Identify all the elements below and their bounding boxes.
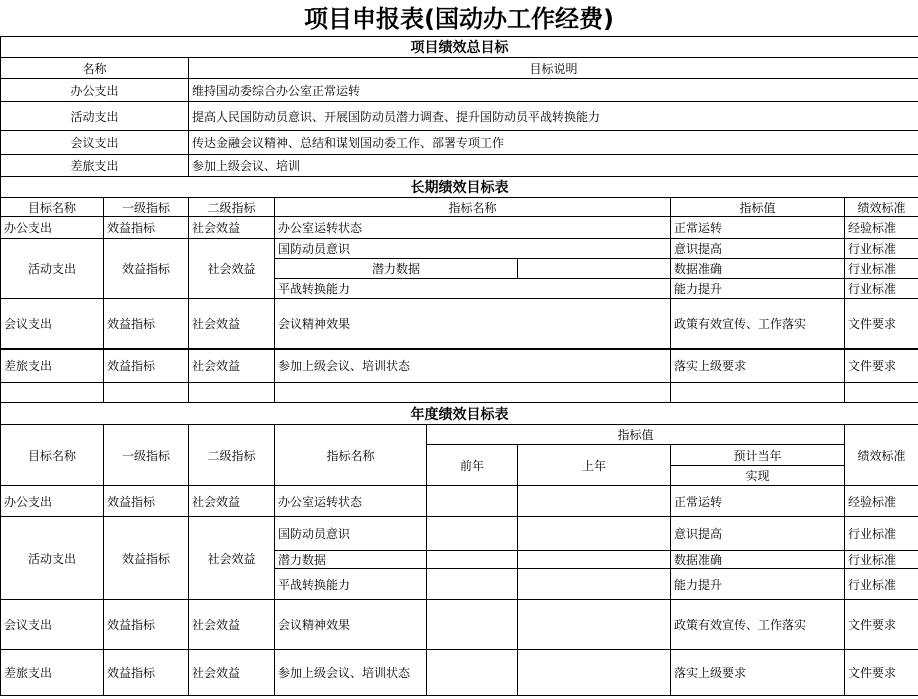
blank-cell xyxy=(518,259,671,279)
blank-cell xyxy=(518,486,671,517)
col-expected-this-year: 预计当年 xyxy=(671,445,845,466)
level2-cell: 社会效益 xyxy=(189,600,275,650)
target-cell: 活动支出 xyxy=(1,239,104,299)
col-indicator-value: 指标值 xyxy=(671,198,845,217)
blank-cell xyxy=(104,383,189,403)
indicator-value-cell: 数据准确 xyxy=(671,551,845,569)
blank-cell xyxy=(518,650,671,696)
overall-heading: 项目绩效总目标 xyxy=(1,37,918,58)
col-indicator-name: 指标名称 xyxy=(275,198,671,217)
longterm-goals-table xyxy=(0,176,918,403)
target-cell: 办公支出 xyxy=(1,486,104,517)
blank-cell xyxy=(427,551,518,569)
table-row xyxy=(1,217,918,239)
annual-heading: 年度绩效目标表 xyxy=(1,403,918,425)
target-cell: 会议支出 xyxy=(1,600,104,650)
indicator-name-cell: 会议精神效果 xyxy=(275,299,671,349)
indicator-value-cell: 落实上级要求 xyxy=(671,650,845,696)
table-row xyxy=(1,650,918,696)
blank-cell xyxy=(189,383,275,403)
blank-cell xyxy=(427,600,518,650)
level2-cell: 社会效益 xyxy=(189,217,275,239)
indicator-name-cell: 平战转换能力 xyxy=(275,569,427,600)
table-row xyxy=(1,131,918,155)
overall-row-name: 活动支出 xyxy=(1,102,189,131)
indicator-name-cell: 办公室运转状态 xyxy=(275,486,427,517)
level2-cell: 社会效益 xyxy=(189,517,275,600)
indicator-name-cell: 国防动员意识 xyxy=(275,239,671,259)
level1-cell: 效益指标 xyxy=(104,217,189,239)
blank-cell xyxy=(518,551,671,569)
blank-cell xyxy=(518,517,671,551)
indicator-name-cell: 办公室运转状态 xyxy=(275,217,671,239)
indicator-name-cell: 平战转换能力 xyxy=(275,279,671,299)
col-standard: 绩效标准 xyxy=(845,198,918,217)
blank-cell xyxy=(671,383,845,403)
table-row xyxy=(1,299,918,349)
standard-cell: 行业标准 xyxy=(845,517,918,551)
indicator-name-cell: 参加上级会议、培训状态 xyxy=(275,650,427,696)
overall-row-name: 会议支出 xyxy=(1,131,189,155)
col-achieved: 实现 xyxy=(671,466,845,486)
indicator-name-cell: 会议精神效果 xyxy=(275,600,427,650)
standard-cell: 文件要求 xyxy=(845,299,918,349)
indicator-value-cell: 落实上级要求 xyxy=(671,349,845,383)
level2-cell: 社会效益 xyxy=(189,486,275,517)
indicator-name-cell: 参加上级会议、培训状态 xyxy=(275,349,671,383)
standard-cell: 行业标准 xyxy=(845,569,918,600)
level1-cell: 效益指标 xyxy=(104,349,189,383)
standard-cell: 文件要求 xyxy=(845,349,918,383)
page-title: 项目申报表(国动办工作经费) xyxy=(0,0,918,37)
level1-cell: 效益指标 xyxy=(104,239,189,299)
table-row xyxy=(1,600,918,650)
table-row xyxy=(1,486,918,517)
overall-row-desc: 提高人民国防动员意识、开展国防动员潜力调查、提升国防动员平战转换能力 xyxy=(189,102,918,131)
overall-goals-table xyxy=(0,36,918,177)
col-level1: 一级指标 xyxy=(104,425,189,486)
col-target: 目标名称 xyxy=(1,198,104,217)
overall-col-desc: 目标说明 xyxy=(189,58,918,79)
blank-cell xyxy=(518,600,671,650)
table-row xyxy=(1,239,918,259)
blank-cell xyxy=(518,569,671,600)
overall-row-desc: 维持国动委综合办公室正常运转 xyxy=(189,79,918,102)
level2-cell: 社会效益 xyxy=(189,299,275,349)
col-standard: 绩效标准 xyxy=(845,425,918,486)
standard-cell: 文件要求 xyxy=(845,650,918,696)
blank-cell xyxy=(1,383,104,403)
blank-cell xyxy=(427,569,518,600)
indicator-value-cell: 正常运转 xyxy=(671,217,845,239)
target-cell: 会议支出 xyxy=(1,299,104,349)
indicator-name-cell: 潜力数据 xyxy=(275,259,518,279)
indicator-value-cell: 正常运转 xyxy=(671,486,845,517)
target-cell: 办公支出 xyxy=(1,217,104,239)
blank-cell xyxy=(427,517,518,551)
indicator-name-cell: 国防动员意识 xyxy=(275,517,427,551)
indicator-value-cell: 政策有效宣传、工作落实 xyxy=(671,600,845,650)
level1-cell: 效益指标 xyxy=(104,600,189,650)
col-level2: 二级指标 xyxy=(189,425,275,486)
indicator-value-cell: 政策有效宣传、工作落实 xyxy=(671,299,845,349)
indicator-value-cell: 能力提升 xyxy=(671,569,845,600)
table-row xyxy=(1,79,918,102)
table-row xyxy=(1,517,918,551)
target-cell: 活动支出 xyxy=(1,517,104,600)
indicator-value-cell: 意识提高 xyxy=(671,517,845,551)
overall-row-desc: 传达金融会议精神、总结和谋划国动委工作、部署专项工作 xyxy=(189,131,918,155)
col-year-before-last: 前年 xyxy=(427,445,518,486)
col-level1: 一级指标 xyxy=(104,198,189,217)
indicator-value-cell: 数据准确 xyxy=(671,259,845,279)
standard-cell: 行业标准 xyxy=(845,551,918,569)
indicator-name-cell: 潜力数据 xyxy=(275,551,427,569)
standard-cell: 行业标准 xyxy=(845,259,918,279)
col-indicator-value: 指标值 xyxy=(427,425,845,445)
level1-cell: 效益指标 xyxy=(104,650,189,696)
blank-cell xyxy=(275,383,671,403)
standard-cell: 经验标准 xyxy=(845,217,918,239)
target-cell: 差旅支出 xyxy=(1,349,104,383)
level2-cell: 社会效益 xyxy=(189,239,275,299)
indicator-value-cell: 意识提高 xyxy=(671,239,845,259)
indicator-value-cell: 能力提升 xyxy=(671,279,845,299)
standard-cell: 文件要求 xyxy=(845,600,918,650)
standard-cell: 经验标准 xyxy=(845,486,918,517)
overall-col-name: 名称 xyxy=(1,58,189,79)
overall-row-desc: 参加上级会议、培训 xyxy=(189,155,918,177)
blank-cell xyxy=(427,650,518,696)
level1-cell: 效益指标 xyxy=(104,486,189,517)
level1-cell: 效益指标 xyxy=(104,299,189,349)
level2-cell: 社会效益 xyxy=(189,650,275,696)
blank-cell xyxy=(427,486,518,517)
target-cell: 差旅支出 xyxy=(1,650,104,696)
overall-row-name: 办公支出 xyxy=(1,79,189,102)
col-last-year: 上年 xyxy=(518,445,671,486)
col-level2: 二级指标 xyxy=(189,198,275,217)
table-row xyxy=(1,383,918,403)
table-row xyxy=(1,155,918,177)
overall-row-name: 差旅支出 xyxy=(1,155,189,177)
standard-cell: 行业标准 xyxy=(845,279,918,299)
table-row xyxy=(1,349,918,383)
longterm-heading: 长期绩效目标表 xyxy=(1,177,918,198)
col-indicator-name: 指标名称 xyxy=(275,425,427,486)
col-target: 目标名称 xyxy=(1,425,104,486)
blank-cell xyxy=(845,383,918,403)
annual-goals-table xyxy=(0,402,918,696)
level2-cell: 社会效益 xyxy=(189,349,275,383)
level1-cell: 效益指标 xyxy=(104,517,189,600)
standard-cell: 行业标准 xyxy=(845,239,918,259)
table-row xyxy=(1,102,918,131)
